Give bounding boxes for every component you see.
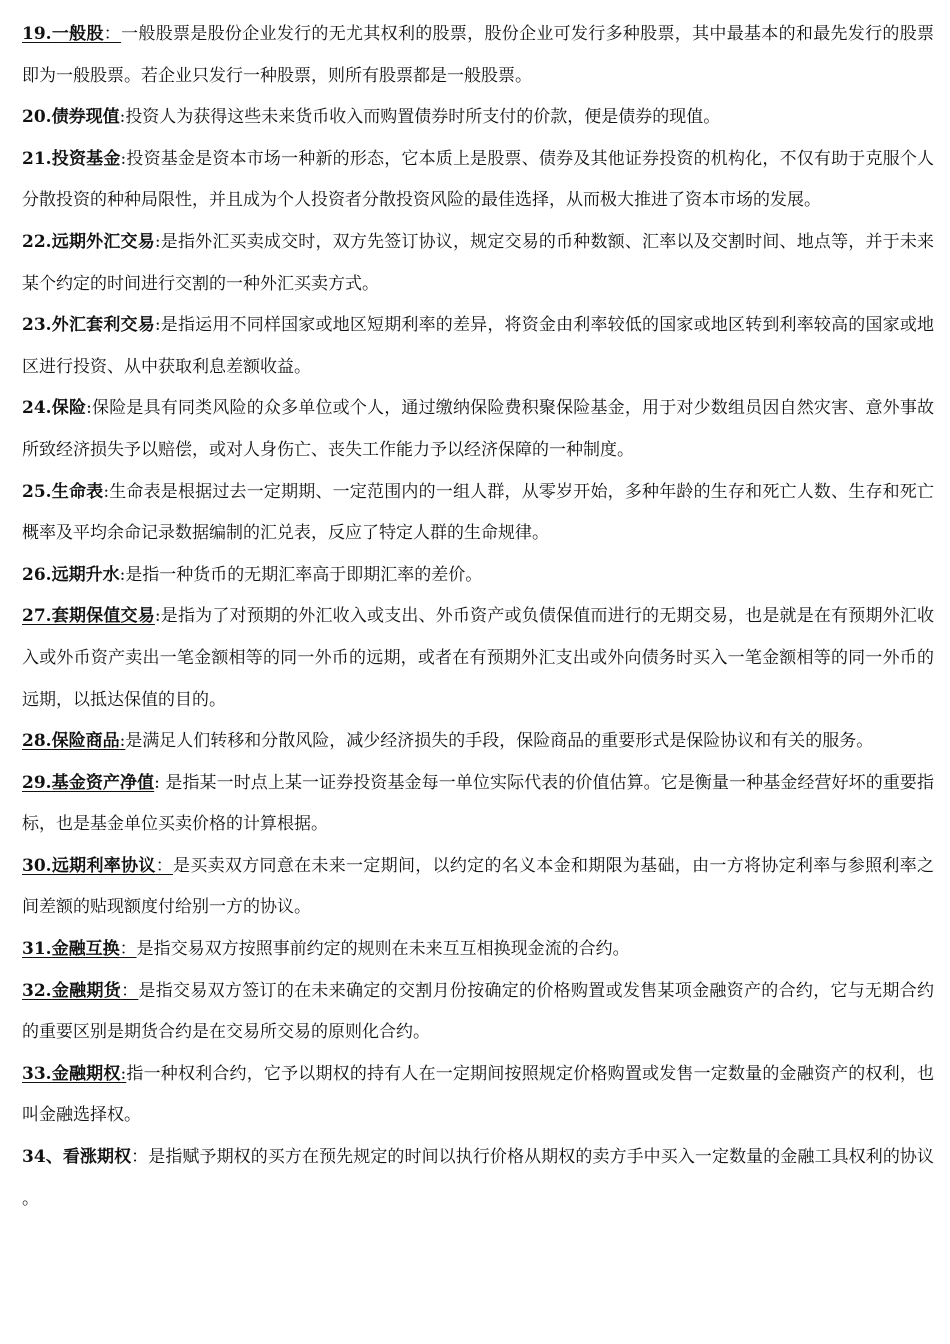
entry-term: 远期利率协议 bbox=[51, 855, 156, 876]
entry-definition: 是指交易双方按照事前约定的规则在未来互互相换现金流的合约。 bbox=[136, 939, 630, 960]
entry-number: 21. bbox=[22, 148, 52, 169]
entry-32 bbox=[22, 971, 934, 1054]
entry-definition: 生命表是根据过去一定期期、一定范围内的一组人群，从零岁开始，多种年龄的生存和死亡人数、生存和死亡概率及平均余命记录数据编制的汇兑表，反应了特定人群的生命规律。 bbox=[22, 481, 935, 544]
entry-separator: ： bbox=[155, 855, 174, 876]
entry-separator: : bbox=[86, 398, 92, 419]
entry-separator: : bbox=[103, 481, 110, 502]
entry-definition: 投资人为获得这些未来货币收入而购置债券时所支付的价款，便是债券的现值。 bbox=[125, 107, 721, 128]
entry-definition: 是指某一时点上某一证券投资基金每一单位实际代表的价值估算。它是衡量一种基金经营好坏的重要指标，也是基金单位买卖价格的计算根据。 bbox=[22, 772, 934, 835]
entry-number: 30. bbox=[22, 855, 52, 876]
entry-definition: 指一种权利合约，它予以期权的持有人在一定期间按照规定价格购置或发售一定数量的金融资产的权利，也叫金融选择权。 bbox=[22, 1063, 935, 1126]
entry-30 bbox=[22, 846, 934, 929]
entry-separator: : bbox=[154, 772, 160, 793]
entry-term: 保险商品 bbox=[51, 731, 120, 752]
entry-31 bbox=[22, 929, 934, 971]
entry-separator: ： bbox=[121, 980, 139, 1001]
entry-number: 28. bbox=[22, 731, 52, 752]
entry-number: 26. bbox=[22, 564, 52, 585]
entry-28 bbox=[22, 721, 934, 763]
entry-number: 24. bbox=[22, 398, 52, 419]
entry-number: 25. bbox=[22, 481, 52, 502]
entry-number: 27. bbox=[22, 606, 52, 627]
entry-term: 金融期货 bbox=[51, 980, 122, 1001]
document-page bbox=[22, 14, 934, 1220]
entry-separator: : bbox=[119, 564, 126, 585]
entry-definition: 是指赋予期权的买方在预先规定的时间以执行价格从期权的卖方手中买入一定数量的金融工具权利的协议。 bbox=[22, 1147, 935, 1209]
entry-24 bbox=[22, 388, 934, 471]
entry-term: 远期升水 bbox=[51, 564, 120, 585]
entry-22 bbox=[22, 222, 934, 305]
entry-29 bbox=[22, 763, 934, 846]
entry-number: 22. bbox=[22, 231, 52, 252]
entry-number: 34、 bbox=[22, 1147, 63, 1168]
entry-term: 远期外汇交易 bbox=[51, 231, 155, 252]
entry-number: 31. bbox=[22, 939, 52, 960]
entry-separator: ： bbox=[131, 1147, 149, 1168]
entry-term: 套期保值交易 bbox=[51, 606, 155, 627]
entry-21 bbox=[22, 139, 934, 222]
entry-definition: 一般股票是股份企业发行的无尤其权利的股票，股份企业可发行多种股票，其中最基本的和最先发行的股票即为一般股票。若企业只发行一种股票，则所有股票都是一般股票。 bbox=[22, 24, 935, 86]
entry-34 bbox=[22, 1137, 934, 1220]
entry-separator: ： bbox=[103, 24, 122, 44]
entry-separator: : bbox=[154, 606, 161, 627]
entry-term: 金融期权 bbox=[51, 1063, 121, 1084]
entry-definition: 是指一种货币的无期汇率高于即期汇率的差价。 bbox=[125, 564, 483, 585]
entry-definition: 是指运用不同样国家或地区短期利率的差异，将资金由利率较低的国家或地区转到利率较高的国家或地区进行投资、从中获取利息差额收益。 bbox=[22, 315, 935, 377]
entry-number: 19. bbox=[22, 24, 52, 44]
entry-separator: : bbox=[120, 148, 127, 169]
entry-term: 一般股 bbox=[51, 24, 104, 44]
entry-separator: ： bbox=[119, 939, 137, 960]
entry-20 bbox=[22, 97, 934, 139]
entry-number: 33. bbox=[22, 1063, 52, 1084]
entry-separator: : bbox=[119, 731, 126, 752]
entry-number: 29. bbox=[22, 772, 52, 793]
entry-term: 金融互换 bbox=[51, 939, 120, 960]
entry-term: 投资基金 bbox=[51, 148, 121, 169]
entry-term: 生命表 bbox=[51, 481, 104, 502]
entry-number: 23. bbox=[22, 315, 52, 336]
entry-term: 债券现值 bbox=[51, 107, 120, 128]
entry-term: 保险 bbox=[51, 398, 87, 419]
entry-26 bbox=[22, 555, 934, 597]
entry-definition: 是指交易双方签订的在未来确定的交割月份按确定的价格购置或发售某项金融资产的合约，它与无期合约的重要区别是期货合约是在交易所交易的原则化合约。 bbox=[22, 980, 935, 1043]
entry-27 bbox=[22, 596, 934, 721]
entry-33 bbox=[22, 1054, 934, 1137]
entry-19 bbox=[22, 14, 934, 97]
entry-definition: 是指外汇买卖成交时，双方先签订协议，规定交易的币种数额、汇率以及交割时间、地点等，并于未来某个约定的时间进行交割的一种外汇买卖方式。 bbox=[22, 231, 935, 294]
entry-term: 看涨期权 bbox=[62, 1147, 132, 1168]
entry-definition: 是满足人们转移和分散风险，减少经济损失的手段，保险商品的重要形式是保险协议和有关的服务。 bbox=[125, 731, 874, 752]
entry-definition: 保险是具有同类风险的众多单位或个人，通过缴纳保险费积聚保险基金，用于对少数组员因自然灾害、意外事故所致经济损失予以赔偿，或对人身伤亡、丧失工作能力予以经济保障的一种制度。 bbox=[22, 398, 935, 460]
entry-term: 外汇套利交易 bbox=[51, 315, 155, 336]
entry-23 bbox=[22, 305, 934, 388]
entry-separator: : bbox=[154, 315, 161, 336]
entry-separator: : bbox=[120, 1063, 127, 1084]
entry-definition: 投资基金是资本市场一种新的形态，它本质上是股票、债券及其他证券投资的机构化，不仅有助于克服个人分散投资的种种局限性，并且成为个人投资者分散投资风险的最佳选择，从而极大推进了资本市场的发展。 bbox=[22, 148, 935, 211]
entry-term: 基金资产净值 bbox=[51, 772, 155, 793]
entry-definition: 是指为了对预期的外汇收入或支出、外币资产或负债保值而进行的无期交易，也是就是在有预期外汇收入或外币资产卖出一笔金额相等的同一外币的远期，或者在有预期外汇支出或外向债务时买入一笔金额相等的同一外币的远期，以抵达保值的目的。 bbox=[22, 606, 935, 710]
entry-25 bbox=[22, 472, 934, 555]
entry-separator: : bbox=[119, 107, 126, 128]
entry-definition: 是买卖双方同意在未来一定期间，以约定的名义本金和期限为基础，由一方将协定利率与参照利率之间差额的贴现额度付给别一方的协议。 bbox=[22, 855, 935, 918]
entry-separator: : bbox=[154, 231, 161, 252]
entry-number: 20. bbox=[22, 107, 52, 128]
entry-number: 32. bbox=[22, 980, 52, 1001]
